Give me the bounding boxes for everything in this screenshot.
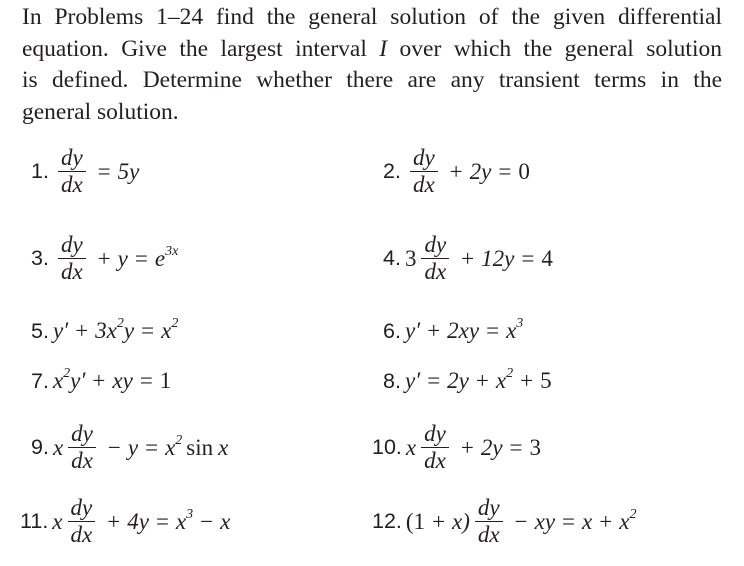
fraction-numerator: dy [412,145,435,170]
term: 2xy [447,318,480,343]
problem-number: 7. [31,368,49,393]
term: xy [112,368,133,393]
fraction-numerator: dy [70,495,93,520]
derivative-fraction [475,495,503,548]
derivative-fraction [58,232,86,285]
term [496,368,513,394]
term: 2y [480,434,503,460]
term: xy [534,508,556,534]
exponent: 3 [516,316,524,332]
derivative-fraction [68,495,96,548]
paren-open-term: (1 [405,508,426,534]
derivative-fraction [58,145,86,198]
interval-variable: I [379,35,388,62]
plus-sign: + [97,245,111,271]
exponent: 2 [629,506,637,522]
derivative-fraction [410,145,438,198]
derivative-fraction [421,421,449,474]
problem-6 [383,318,523,344]
fraction-numerator: dy [60,145,83,170]
fraction-numerator: dy [71,421,93,446]
exponent: 2 [171,316,179,332]
problem-number: 5. [31,318,49,343]
term: 4y [127,508,149,534]
plus-sign: + [92,368,106,393]
term: 4 [541,245,553,271]
problem-number: 9. [31,435,49,459]
equals-sign: = [498,158,512,184]
plus-sign: + [75,318,89,343]
fraction-numerator: dy [424,421,446,446]
term: y′ [404,318,421,343]
term: y [117,245,128,271]
problem-number: 3. [31,246,49,270]
term: 5 [540,368,552,393]
problem-number: 1. [31,159,49,183]
base: x [619,508,630,534]
term [619,506,637,535]
fraction-numerator: dy [60,232,83,257]
instructions-line-2-start: equation. Give the largest interval [22,35,380,62]
equals-sign: = [562,508,576,534]
term: x [582,508,593,534]
equals-sign: = [509,434,523,460]
exponent: 2 [116,316,124,332]
term [165,432,183,461]
base: x [165,434,176,460]
term: 3 [529,434,542,460]
coefficient: x [52,434,64,460]
fraction-denominator: dx [424,259,447,284]
plus-sign: + [520,368,534,393]
plus-sign: + [449,158,463,184]
factor: y′ [70,368,86,393]
base: x [495,368,507,393]
coefficient: x [52,508,63,534]
problem-number: 4. [383,246,401,270]
term: y′ [52,318,69,343]
problem-12 [372,495,636,548]
problem-9 [31,421,228,474]
problem-number: 10. [372,435,402,459]
term: y [127,434,139,460]
problem-10 [372,421,541,474]
term [154,243,179,272]
fraction-denominator: dx [60,259,83,284]
problem-5 [31,318,178,344]
fraction-numerator: dy [477,495,500,520]
problem-number: 2. [383,159,401,183]
plus-sign: + [107,508,121,534]
term: 2y [469,158,492,184]
term: 1 [159,368,172,393]
problem-4 [383,232,553,285]
fraction-denominator: dx [424,448,446,473]
sine-argument: x [218,434,229,460]
exponent: 2 [175,432,183,448]
equals-sign: = [134,245,148,271]
plus-sign: + [427,318,441,343]
exponent: 3x [165,243,179,259]
equals-sign: = [139,368,153,393]
equals-sign: = [486,318,500,343]
minus-sign: − [107,434,121,460]
term: 12y [481,245,515,271]
exponent: 2 [506,366,514,382]
base: x [175,508,187,534]
equals-sign: = [427,368,441,393]
fraction-denominator: dx [412,172,435,197]
plus-sign: + [460,434,474,460]
plus-sign: + [461,245,475,271]
term: y′ [404,368,421,393]
instructions-line-1: In Problems 1–24 find the general solution of the given differential [22,4,722,30]
instructions-line-2 [22,34,722,66]
problem-7 [31,368,171,394]
problem-instructions [22,2,722,128]
base: e [154,245,166,271]
problem-number: 6. [383,318,401,343]
minus-sign: − [200,508,214,534]
term [175,506,194,535]
plus-sign: + [432,508,446,534]
problem-2 [383,145,530,198]
term: 0 [518,158,530,184]
equals-sign: = [155,508,169,534]
base: x [52,368,64,393]
base: x [161,318,172,343]
term: 2y [447,368,469,393]
equals-sign: = [521,245,535,271]
instructions-line-2-end: over which the general solution [387,35,722,62]
fraction-denominator: dx [70,522,93,547]
derivative-fraction [421,232,449,285]
plus-sign: + [475,368,489,393]
coefficient: x [405,434,417,460]
problem-11 [20,495,230,548]
fraction-denominator: dx [60,172,83,197]
instructions-line-3: is defined. Determine whether there are any transient terms in the [22,67,722,93]
paren-close-term: x) [452,508,470,534]
term [506,318,523,344]
problem-1 [31,145,139,198]
term: 5y [117,158,140,184]
instructions-line-4: general solution. [22,98,179,125]
derivative-fraction [68,421,96,474]
equals-sign: = [97,158,111,184]
minus-sign: − [514,508,528,534]
base: x [506,318,517,343]
problem-number: 12. [372,509,402,533]
base: 3x [95,318,117,343]
exponent: 3 [186,506,194,522]
equals-sign: = [145,434,159,460]
term [53,368,85,394]
problem-number: 8. [383,368,401,393]
fraction-denominator: dx [71,448,93,473]
fraction-numerator: dy [424,232,447,257]
term: x [220,508,231,534]
problem-3 [31,232,178,285]
term [95,318,134,344]
problem-number: 11. [20,509,49,533]
term [161,318,178,344]
sine-function: sin [186,434,214,460]
fraction-denominator: dx [477,522,500,547]
problem-8 [383,368,552,394]
coefficient: 3 [404,245,417,271]
factor: y [123,318,135,343]
exponent: 2 [63,366,71,382]
plus-sign: + [599,508,613,534]
equals-sign: = [141,318,155,343]
